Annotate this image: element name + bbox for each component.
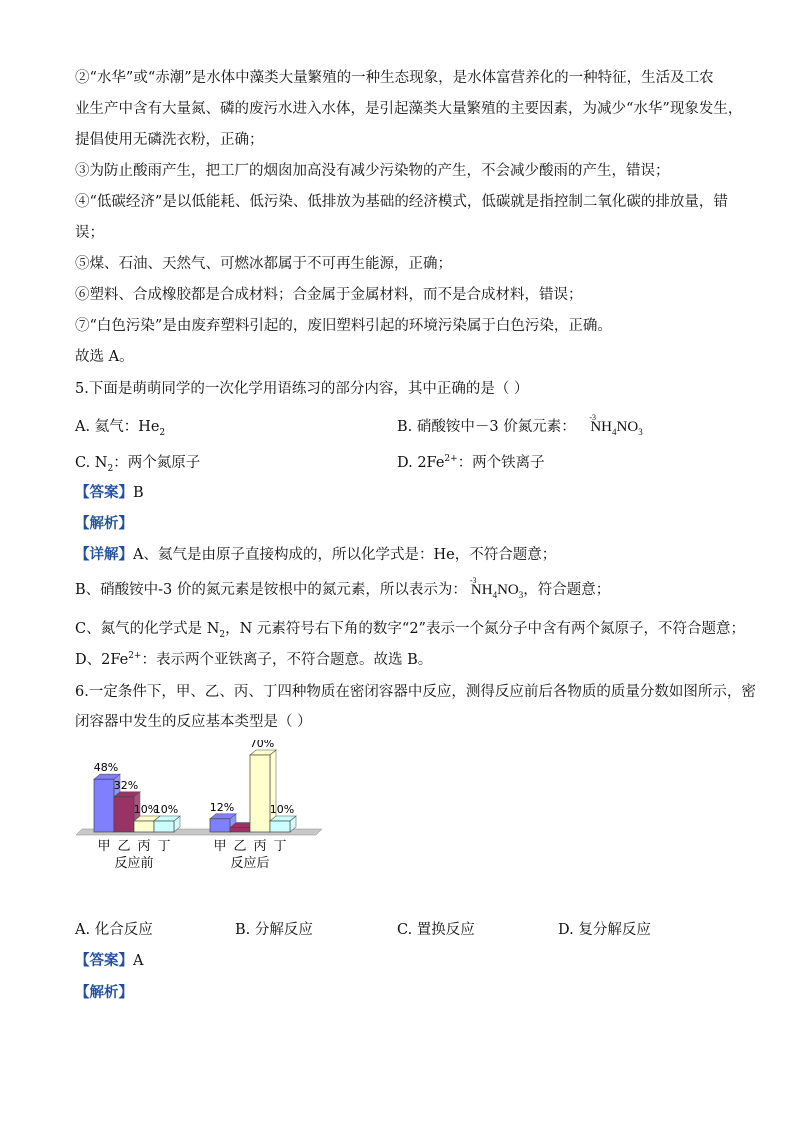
bar-0-1: [114, 797, 134, 832]
data-label: 10%: [133, 803, 159, 816]
paragraph-line: 提倡使用无磷洗衣粉，正确；: [75, 132, 264, 148]
bar-0-3: [154, 821, 174, 832]
category-label: 甲: [97, 839, 111, 854]
question-stem: 5.下面是萌萌同学的一次化学用语练习的部分内容，其中正确的是（ ）: [75, 381, 529, 397]
paragraph-line: ⑦“白色污染”是由废弃塑料引起的，废旧塑料引起的环境污染属于白色污染，正确。: [75, 318, 612, 334]
data-label: 48%: [93, 761, 119, 775]
paragraph-line: ②“水华”或“赤潮”是水体中藻类大量繁殖的一种生态现象，是水体富营养化的一种特征，生活及工农: [75, 70, 714, 86]
ammonium-nitrate-formula: -3 $NH_4NO_3$: [589, 413, 643, 437]
category-label: 丙: [137, 839, 151, 854]
group-label: 反应后: [230, 856, 270, 871]
option-a: A. 化合反应: [75, 922, 153, 938]
bar-1-0: [210, 819, 230, 832]
answer-line: 【答案】B: [75, 484, 144, 501]
category-label: 丁: [157, 839, 171, 854]
ammonium-nitrate-formula: -3 $NH_4NO_3$: [469, 576, 524, 600]
explanation-line: 【详解】A、氦气是由原子直接构成的，所以化学式是：He，不符合题意；: [75, 546, 557, 563]
paragraph-line: ⑥塑料、合成橡胶都是合成材料；合金属于金属材料，而不是合成材料，错误；: [75, 287, 583, 303]
answer-line: 【答案】A: [75, 952, 144, 969]
category-label: 甲: [213, 839, 227, 854]
option-a: A. 氦气：$He_2$: [75, 419, 166, 438]
paragraph-line: 业生产中含有大量氮、磷的废污水进入水体，是引起藻类大量繁殖的主要因素，为减少“水华”现象发生，: [75, 101, 743, 117]
option-c: C. 置换反应: [397, 922, 475, 938]
option-c: C. $N_2$：两个氮原子: [75, 455, 201, 474]
category-label: 乙: [233, 839, 247, 854]
bar-1-2: [250, 755, 270, 832]
data-label: 10%: [153, 803, 179, 816]
option-d: D. $2Fe^{2+}$：两个铁离子: [397, 454, 545, 471]
analysis-heading: 【解析】: [75, 984, 133, 1001]
paragraph-line: ④“低碳经济”是以低能耗、低污染、低排放为基础的经济模式，低碳就是指控制二氧化碳的排放量，错: [75, 194, 728, 210]
explanation-line: C、氮气的化学式是 $N_2$，N 元素符号右下角的数字“2”表示一个氮分子中含有两个氮原子，不符合题意；: [75, 621, 745, 640]
paragraph-line: 故选 A。: [75, 349, 134, 365]
analysis-heading: 【解析】: [75, 515, 133, 532]
question-stem: 6.一定条件下，甲、乙、丙、丁四种物质在密闭容器中反应，测得反应前后各物质的质量分数如图所示，密: [75, 684, 756, 700]
category-label: 丁: [273, 839, 287, 854]
data-label: 32%: [113, 778, 139, 792]
paragraph-line: ⑤煤、石油、天然气、可燃冰都属于不可再生能源，正确；: [75, 256, 452, 272]
bar-1-3: [270, 821, 290, 832]
group-label: 反应前: [114, 856, 154, 871]
mass-fraction-bar-chart: [60, 740, 340, 880]
option-d: D. 复分解反应: [558, 922, 651, 938]
category-label: 乙: [117, 839, 131, 854]
data-label: 12%: [209, 800, 235, 814]
bar-0-0: [94, 779, 114, 832]
category-label: 丙: [253, 839, 267, 854]
explanation-line: D、$2Fe^{2+}$：表示两个亚铁离子，不符合题意。故选 B。: [75, 651, 433, 668]
paragraph-line: 误；: [75, 225, 104, 241]
question-stem: 闭容器中发生的反应基本类型是（ ）: [75, 714, 312, 730]
bar-1-1: [230, 828, 250, 832]
data-label: 10%: [269, 803, 295, 816]
option-b: B. 分解反应: [235, 922, 313, 938]
explanation-line: B、硝酸铵中-3 价的氮元素是铵根中的氮元素，所以表示为： -3 $NH_4NO_3$，符合题意；: [75, 576, 611, 600]
paragraph-line: ③为防止酸雨产生，把工厂的烟囱加高没有减少污染物的产生，不会减少酸雨的产生，错误；: [75, 163, 670, 179]
data-label: 70%: [249, 740, 275, 750]
option-b: B. 硝酸铵中－3 价氮元素： -3 $NH_4NO_3$: [397, 413, 643, 437]
bar-0-2: [134, 821, 154, 832]
